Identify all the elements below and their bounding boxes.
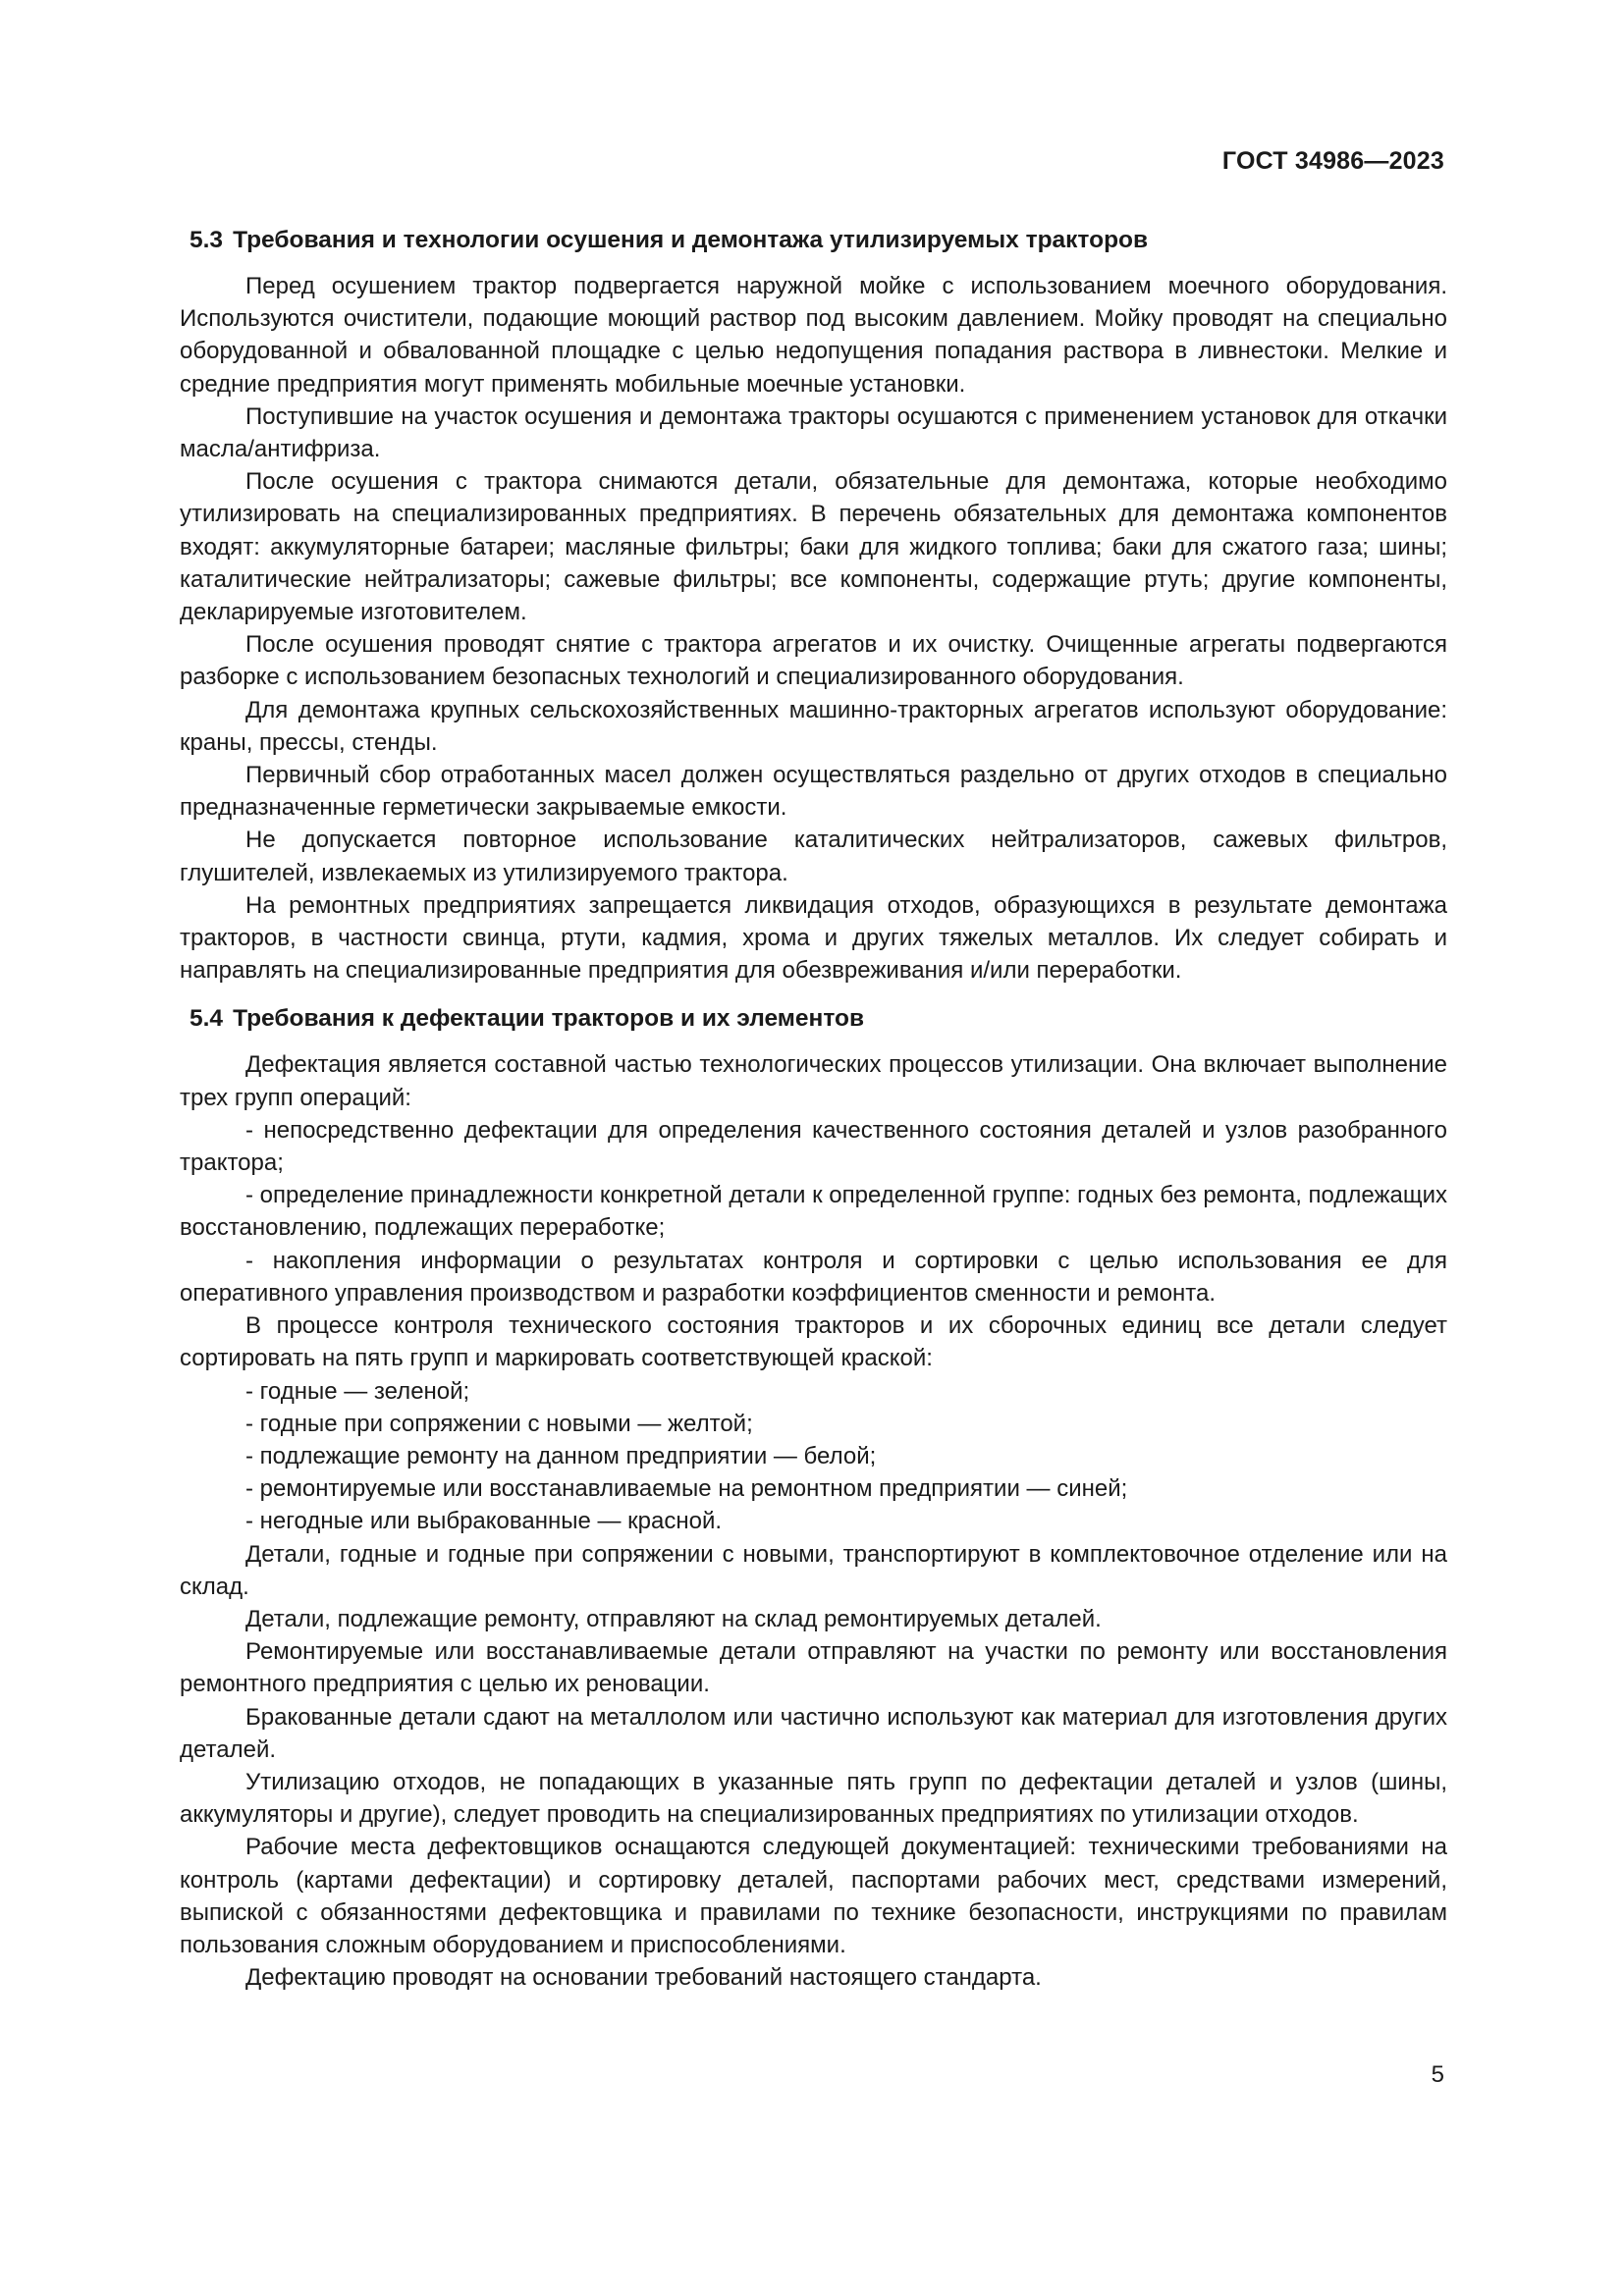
paragraph: Не допускается повторное использование каталитических нейтрализаторов, сажевых фильтров, глушителей, извлекаемых из утилизируемого трактора.: [180, 827, 1447, 886]
paragraph: Детали, годные и годные при сопряжении с новыми, транспортируют в комплектовочное отделение или на склад.: [180, 1540, 1447, 1600]
section-title: Требования и технологии осушения и демонтажа утилизируемых тракторов: [233, 227, 1149, 253]
paragraph: Дефектацию проводят на основании требований настоящего стандарта.: [245, 1964, 1042, 1992]
section-number: 5.4: [189, 1005, 224, 1033]
section-5-3-heading: [180, 224, 1447, 256]
paragraph: Первичный сбор отработанных масел должен осуществляться раздельно от других отходов в специально предназначенные герметически закрываемые емкости.: [180, 762, 1447, 822]
group-item: - ремонтируемые или восстанавливаемые на ремонтном предприятии — синей;: [245, 1475, 1128, 1503]
paragraph-sorting: В процессе контроля технического состояния тракторов и их сборочных единиц все детали следует сортировать на пять групп и маркировать соответствующей краской:: [180, 1312, 1447, 1372]
paragraph: Бракованные детали сдают на металлолом или частично используют как материал для изготовления других деталей.: [180, 1703, 1447, 1763]
paragraph: Ремонтируемые или восстанавливаемые детали отправляют на участки по ремонту или восстановления ремонтного предприятия с целью их реновации.: [180, 1638, 1447, 1698]
operation-item: - непосредственно дефектации для определения качественного состояния деталей и узлов разобранного трактора;: [180, 1116, 1447, 1177]
paragraph: Перед осушением трактор подвергается наружной мойке с использованием моечного оборудования. Используются очистители, подающие моющий раствор под высоким давлением. Мойку проводят на специально оборудованной и обвалованной площадке с целью недопущения попадания раствора в ливнестоки. Мелкие и средние предприятия могут применять мобильные моечные установки.: [180, 273, 1447, 398]
document-body: [180, 224, 1447, 1994]
group-item: - подлежащие ремонту на данном предприятии — белой;: [245, 1442, 877, 1469]
section-title: Требования к дефектации тракторов и их элементов: [233, 1005, 865, 1033]
paragraph: После осушения проводят снятие с трактора агрегатов и их очистку. Очищенные агрегаты подвергаются разборке с использованием безопасных технологий и специализированного оборудования.: [180, 631, 1447, 691]
group-item: - годные — зеленой;: [245, 1377, 470, 1405]
group-item: - годные при сопряжении с новыми — желтой;: [245, 1410, 753, 1437]
page-number: 5: [1431, 2061, 1444, 2088]
group-item: - негодные или выбракованные — красной.: [245, 1508, 723, 1535]
operation-item: - определение принадлежности конкретной детали к определенной группе: годных без ремонта, подлежащих восстановлению, подлежащих переработке;: [180, 1182, 1447, 1242]
paragraph: Поступившие на участок осушения и демонтажа тракторы осушаются с применением установок для откачки масла/антифриза.: [180, 402, 1447, 463]
paragraph: Для демонтажа крупных сельскохозяйственных машинно-тракторных агрегатов используют оборудование: краны, прессы, стенды.: [180, 696, 1447, 756]
paragraph: Детали, подлежащие ремонту, отправляют на склад ремонтируемых деталей.: [245, 1605, 1102, 1632]
paragraph: На ремонтных предприятиях запрещается ликвидация отходов, образующихся в результате демонтажа тракторов, в частности свинца, ртути, кадмия, хрома и других тяжелых металлов. Их следует собирать и направлять на специализированные предприятия для обезвреживания и/или переработки.: [180, 891, 1447, 985]
section-5-4-heading: [180, 1002, 1447, 1035]
section-number: 5.3: [189, 227, 224, 253]
paragraph: Рабочие места дефектовщиков оснащаются следующей документацией: техническими требованиями на контроль (картами дефектации) и сортировку деталей, паспортами рабочих мест, средствами измерений, выпиской с обязанностями дефектовщика и правилами по технике безопасности, инструкциями по правилам пользования сложным оборудованием и приспособлениями.: [180, 1834, 1447, 1958]
paragraph: После осушения с трактора снимаются детали, обязательные для демонтажа, которые необходимо утилизировать на специализированных предприятиях. В перечень обязательных для демонтажа компонентов входят: аккумуляторные батареи; масляные фильтры; баки для жидкого топлива; баки для сжатого газа; шины; каталитические нейтрализаторы; сажевые фильтры; все компоненты, содержащие ртуть; другие компоненты, декларируемые изготовителем.: [180, 468, 1447, 626]
operation-item: - накопления информации о результатах контроля и сортировки с целью использования ее для оперативного управления производством и разработки коэффициентов сменности и ремонта.: [180, 1247, 1447, 1307]
paragraph: Утилизацию отходов, не попадающих в указанные пять групп по дефектации деталей и узлов (шины, аккумуляторы и другие), следует проводить на специализированных предприятиях по утилизации отходов.: [180, 1768, 1447, 1829]
paragraph-intro: Дефектация является составной частью технологических процессов утилизации. Она включает выполнение трех групп операций:: [180, 1051, 1447, 1111]
document-code: ГОСТ 34986—2023: [1221, 147, 1444, 175]
